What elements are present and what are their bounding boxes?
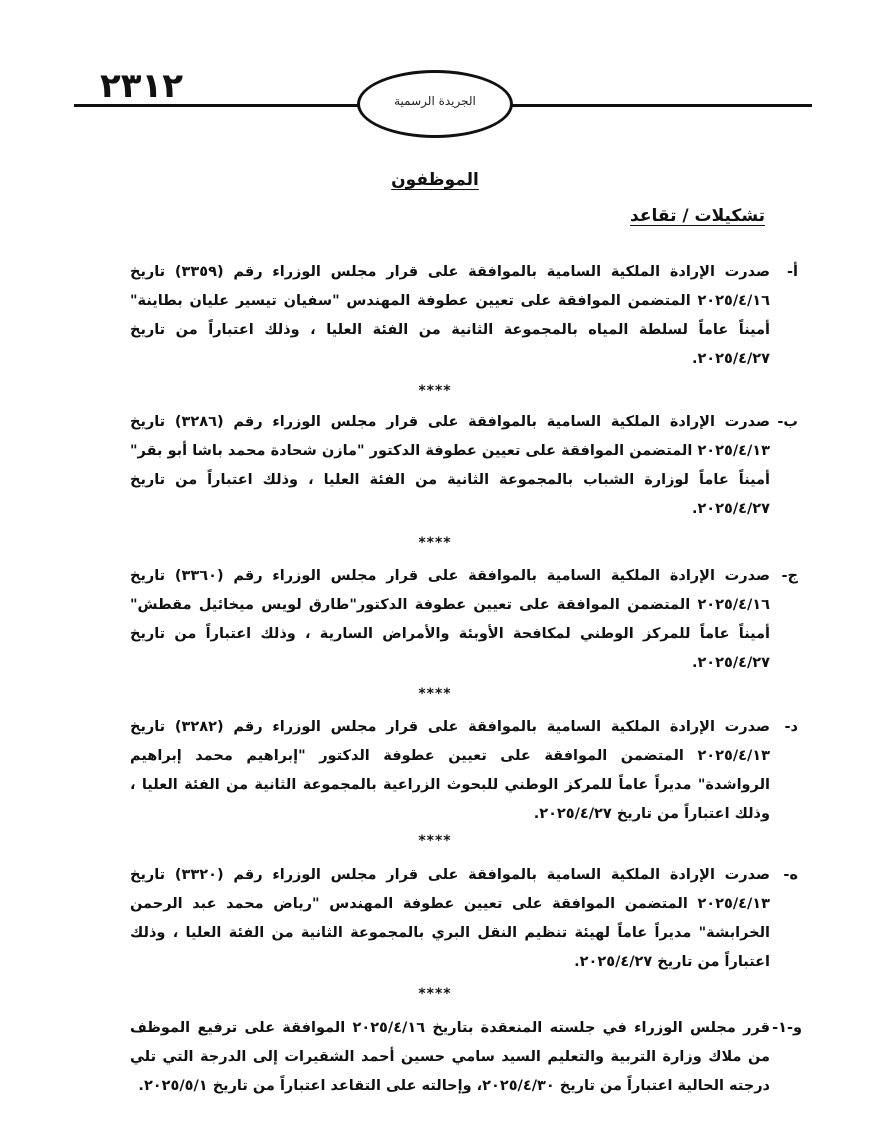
list-item: [130, 258, 798, 374]
separator: ****: [418, 986, 452, 1002]
item-text: قرر مجلس الوزراء في جلسته المنعقدة بتاريخ ٢٠٢٥/٤/١٦ الموافقة على ترفيع الموظف من ملاك وزارة التربية والتعليم السيد سامي حسين أحمد الشقيرات إلى الدرجة التي تلي درجته الحالية اعتباراً من تاريخ ٢٠٢٥/٤/٣٠، وإحالته على التقاعد اعتباراً من تاريخ ٢٠٢٥/٥/١.: [130, 1020, 770, 1094]
item-text: صدرت الإرادة الملكية السامية بالموافقة على قرار مجلس الوزراء رقم (٣٢٨٦) تاريخ ٢٠٢٥/٤/١٣ المتضمن الموافقة على تعيين عطوفة الدكتور "مازن شحادة محمد باشا أبو بقر" أميناً عاماً لوزارة الشباب بالمجموعة الثانية من الفئة العليا ، وذلك اعتباراً من تاريخ ٢٠٢٥/٤/٢٧.: [130, 414, 770, 517]
item-letter: أ-: [787, 264, 798, 280]
gazette-label: الجريدة الرسمية: [394, 94, 476, 108]
item-text: صدرت الإرادة الملكية السامية بالموافقة على قرار مجلس الوزراء رقم (٣٣٢٠) تاريخ ٢٠٢٥/٤/١٣ المتضمن الموافقة على تعيين عطوفة المهندس "رياض محمد عبد الرحمن الخرابشة" مديراً عاماً لهيئة تنظيم النقل البري بالمجموعة الثانية من الفئة العليا ، وذلك اعتباراً من تاريخ ٢٠٢٥/٤/٢٧.: [130, 867, 770, 970]
item-letter: د-: [784, 719, 798, 735]
list-item: [130, 713, 798, 829]
item-letter: و-١-: [772, 1020, 802, 1036]
item-text: صدرت الإرادة الملكية السامية بالموافقة على قرار مجلس الوزراء رقم (٣٣٥٩) تاريخ ٢٠٢٥/٤/١٦ المتضمن الموافقة على تعيين عطوفة المهندس "سفيان تيسير عليان بطاينة" أميناً عاماً لسلطة المياه بالمجموعة الثانية من الفئة العليا ، وذلك اعتباراً من تاريخ ٢٠٢٥/٤/٢٧.: [130, 264, 770, 367]
separator: ****: [418, 686, 452, 702]
item-letter: ب-: [777, 414, 798, 430]
section-title: الموظفون: [391, 170, 479, 190]
list-item: [130, 1014, 802, 1101]
list-item: [130, 562, 798, 678]
page-number: ٢٣١٢: [100, 66, 184, 106]
item-letter: ه-: [783, 867, 798, 883]
separator: ****: [418, 383, 452, 399]
separator: ****: [418, 535, 452, 551]
item-text: صدرت الإرادة الملكية السامية بالموافقة على قرار مجلس الوزراء رقم (٣٣٦٠) تاريخ ٢٠٢٥/٤/١٦ المتضمن الموافقة على تعيين عطوفة الدكتور"طارق لويس ميخائيل مقطش" أميناً عاماً للمركز الوطني لمكافحة الأوبئة والأمراض السارية ، وذلك اعتباراً من تاريخ ٢٠٢٥/٤/٢٧.: [130, 568, 770, 671]
list-item: [130, 861, 798, 977]
subsection-title: تشكيلات / تقاعد: [630, 206, 765, 226]
item-text: صدرت الإرادة الملكية السامية بالموافقة على قرار مجلس الوزراء رقم (٣٢٨٢) تاريخ ٢٠٢٥/٤/١٣ المتضمن الموافقة على تعيين عطوفة الدكتور "إبراهيم محمد إبراهيم الرواشدة" مديراً عاماً للمركز الوطني للبحوث الزراعية بالمجموعة الثانية من الفئة العليا ، وذلك اعتباراً من تاريخ ٢٠٢٥/٤/٢٧.: [130, 719, 770, 822]
separator: ****: [418, 833, 452, 849]
gazette-header-oval: [357, 70, 513, 138]
item-letter: ج-: [781, 568, 798, 584]
list-item: [130, 408, 798, 524]
